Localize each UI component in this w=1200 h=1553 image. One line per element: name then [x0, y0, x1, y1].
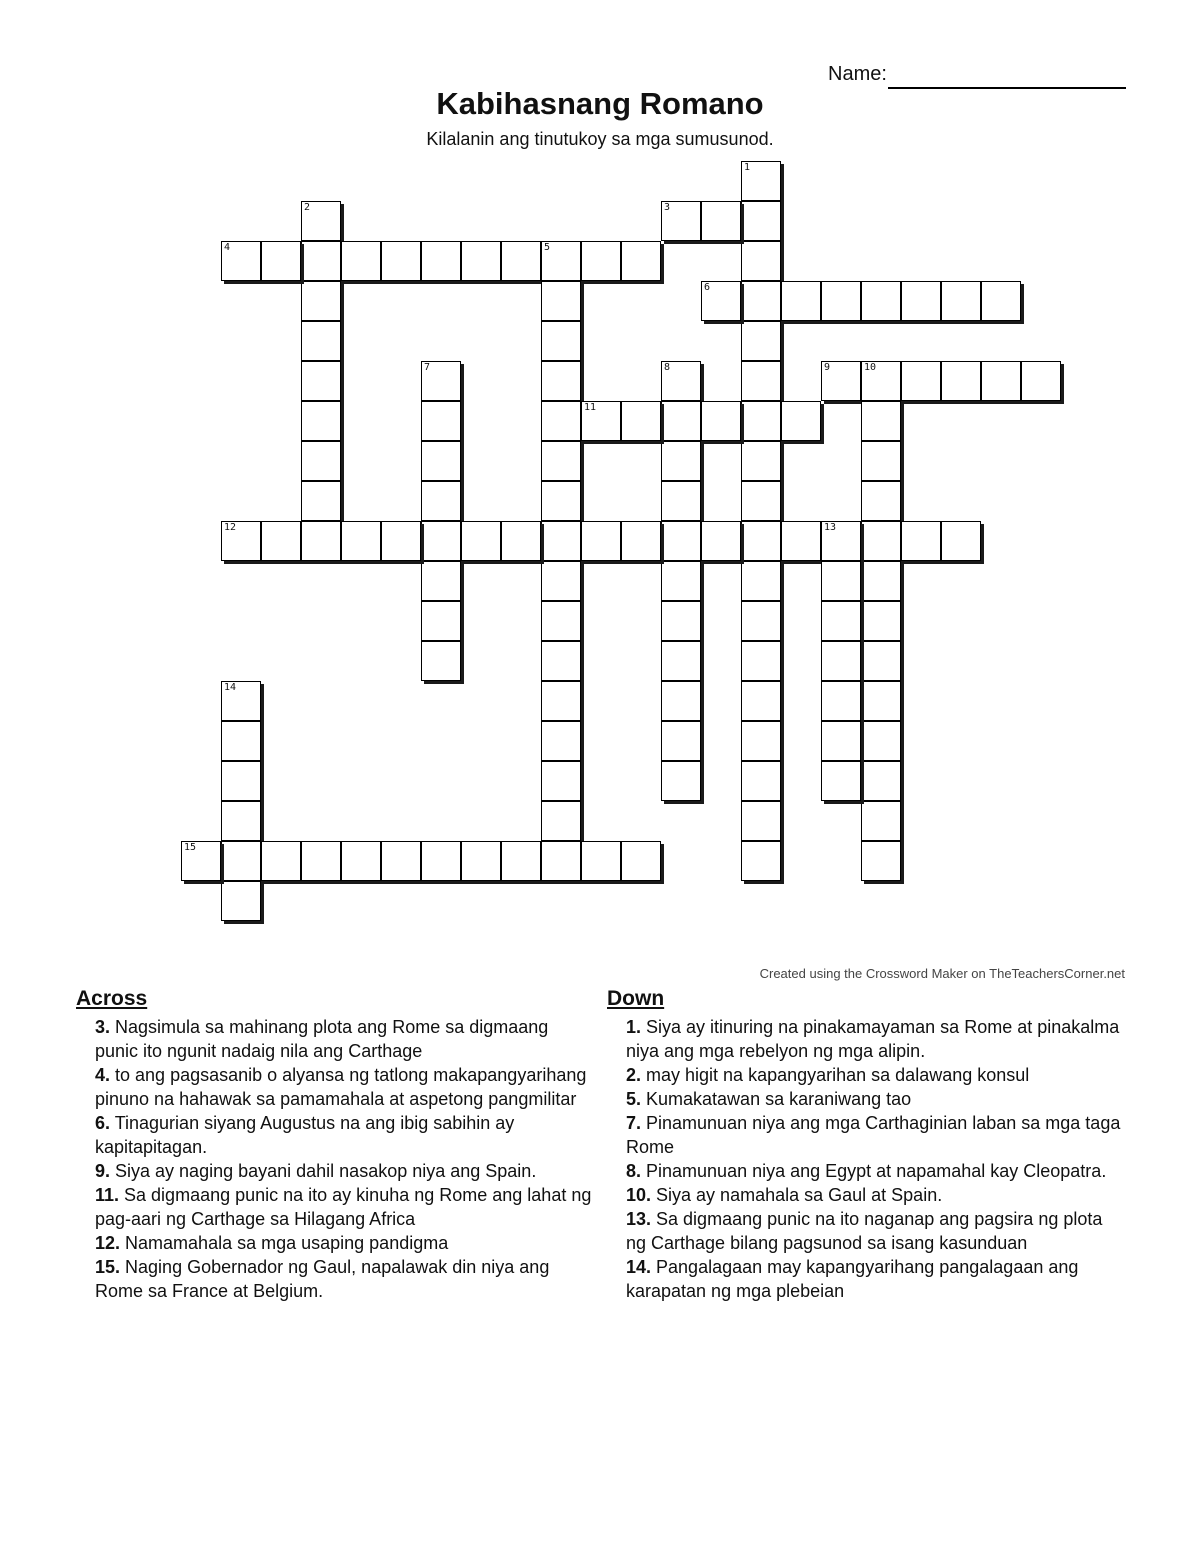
crossword-cell[interactable] [541, 721, 581, 761]
crossword-cell[interactable] [861, 721, 901, 761]
crossword-cell[interactable] [861, 801, 901, 841]
crossword-cell[interactable] [861, 841, 901, 881]
clue-item [76, 1063, 596, 1111]
clue-item-number: 10. [626, 1185, 652, 1205]
crossword-cell[interactable] [661, 481, 701, 521]
clue-item-text: Tinagurian siyang Augustus na ang ibig sabihin ay kapitapitagan. [95, 1113, 515, 1157]
crossword-cell[interactable] [741, 841, 781, 881]
crossword-cell[interactable] [301, 841, 341, 881]
clue-item [607, 1255, 1127, 1303]
clue-item-number: 3. [95, 1017, 111, 1037]
crossword-cell[interactable] [821, 761, 861, 801]
crossword-cell[interactable] [541, 681, 581, 721]
clue-item-number: 12. [95, 1233, 121, 1253]
crossword-cell[interactable] [741, 401, 781, 441]
crossword-cell[interactable] [741, 361, 781, 401]
clue-number: 10 [864, 362, 877, 373]
crossword-cell[interactable] [221, 241, 261, 281]
crossword-cell[interactable] [741, 281, 781, 321]
crossword-cell[interactable] [781, 281, 821, 321]
crossword-cell[interactable] [341, 841, 381, 881]
crossword-cell[interactable] [221, 881, 261, 921]
crossword-cell[interactable] [861, 761, 901, 801]
across-clue-list [76, 1015, 596, 1303]
down-heading: Down [607, 987, 665, 1010]
down-clue-list [607, 1015, 1127, 1303]
crossword-cell[interactable] [421, 361, 461, 401]
crossword-cell[interactable] [661, 361, 701, 401]
clue-item-number: 13. [626, 1209, 652, 1229]
clue-item-number: 15. [95, 1257, 121, 1277]
crossword-cell[interactable] [661, 761, 701, 801]
crossword-cell[interactable] [301, 321, 341, 361]
crossword-cell[interactable] [301, 281, 341, 321]
crossword-cell[interactable] [981, 361, 1021, 401]
clue-item-number: 4. [95, 1065, 111, 1085]
name-label: Name: [828, 63, 887, 85]
crossword-cell[interactable] [701, 201, 741, 241]
crossword-cell[interactable] [301, 401, 341, 441]
crossword-cell[interactable] [701, 401, 741, 441]
clue-item [76, 1159, 596, 1183]
clue-item-number: 11. [95, 1185, 120, 1205]
clue-number: 11 [584, 402, 597, 413]
crossword-cell[interactable] [541, 521, 581, 561]
crossword-cell[interactable] [701, 521, 741, 561]
crossword-cell[interactable] [741, 521, 781, 561]
clue-number: 1 [744, 162, 751, 173]
crossword-cell[interactable] [421, 601, 461, 641]
crossword-cell[interactable] [501, 241, 541, 281]
crossword-cell[interactable] [661, 641, 701, 681]
crossword-cell[interactable] [461, 521, 501, 561]
crossword-cell[interactable] [661, 561, 701, 601]
clue-number: 15 [184, 842, 197, 853]
crossword-cell[interactable] [741, 321, 781, 361]
crossword-cell[interactable] [821, 641, 861, 681]
crossword-cell[interactable] [621, 521, 661, 561]
crossword-cell[interactable] [221, 721, 261, 761]
crossword-cell[interactable] [301, 201, 341, 241]
crossword-cell[interactable] [981, 281, 1021, 321]
crossword-cell[interactable] [461, 241, 501, 281]
crossword-cell[interactable] [741, 441, 781, 481]
crossword-cell[interactable] [381, 241, 421, 281]
clue-item-text: Naging Gobernador ng Gaul, napalawak din niya ang Rome sa France at Belgium. [95, 1257, 550, 1301]
clue-item [607, 1015, 1127, 1063]
crossword-cell[interactable] [701, 281, 741, 321]
crossword-cell[interactable] [741, 561, 781, 601]
clue-item-number: 7. [626, 1113, 642, 1133]
crossword-cell[interactable] [821, 521, 861, 561]
crossword-cell[interactable] [541, 241, 581, 281]
crossword-cell[interactable] [1021, 361, 1061, 401]
clue-item-text: Nagsimula sa mahinang plota ang Rome sa digmaang punic ito ngunit nadaig nila ang Carthage [95, 1017, 549, 1061]
crossword-cell[interactable] [861, 521, 901, 561]
crossword-cell[interactable] [741, 481, 781, 521]
clue-item-number: 14. [626, 1257, 652, 1277]
crossword-cell[interactable] [741, 641, 781, 681]
crossword-cell[interactable] [421, 241, 461, 281]
clue-item [607, 1183, 1127, 1207]
clue-item-number: 1. [626, 1017, 642, 1037]
crossword-cell[interactable] [621, 241, 661, 281]
crossword-cell[interactable] [381, 841, 421, 881]
crossword-cell[interactable] [541, 561, 581, 601]
crossword-cell[interactable] [661, 681, 701, 721]
crossword-cell[interactable] [741, 241, 781, 281]
crossword-cell[interactable] [541, 321, 581, 361]
crossword-cell[interactable] [861, 681, 901, 721]
clue-item-number: 5. [626, 1089, 642, 1109]
crossword-cell[interactable] [941, 521, 981, 561]
clue-item [76, 1255, 596, 1303]
across-clues [76, 985, 596, 1303]
crossword-cell[interactable] [661, 401, 701, 441]
crossword-cell[interactable] [821, 561, 861, 601]
crossword-cell[interactable] [221, 681, 261, 721]
crossword-cell[interactable] [341, 241, 381, 281]
crossword-cell[interactable] [661, 201, 701, 241]
crossword-cell[interactable] [221, 841, 261, 881]
credit-line: Created using the Crossword Maker on TheTeachersCorner.net [759, 966, 1125, 981]
crossword-cell[interactable] [221, 761, 261, 801]
crossword-cell[interactable] [861, 281, 901, 321]
clue-item-text: Pinamunuan niya ang Egypt at napamahal kay Cleopatra. [641, 1161, 1107, 1181]
clue-number: 7 [424, 362, 431, 373]
crossword-cell[interactable] [901, 361, 941, 401]
crossword-cell[interactable] [621, 841, 661, 881]
crossword-cell[interactable] [541, 641, 581, 681]
clue-number: 14 [224, 682, 237, 693]
clue-item-text: Siya ay namahala sa Gaul at Spain. [651, 1185, 943, 1205]
clue-item [76, 1111, 596, 1159]
crossword-cell[interactable] [301, 441, 341, 481]
crossword-cell[interactable] [381, 521, 421, 561]
crossword-cell[interactable] [541, 281, 581, 321]
crossword-cell[interactable] [861, 441, 901, 481]
crossword-cell[interactable] [901, 281, 941, 321]
crossword-cell[interactable] [261, 241, 301, 281]
crossword-cell[interactable] [541, 481, 581, 521]
crossword-cell[interactable] [541, 441, 581, 481]
crossword-cell[interactable] [541, 401, 581, 441]
crossword-cell[interactable] [221, 521, 261, 561]
clue-item-text: to ang pagsasanib o alyansa ng tatlong makapangyarihang pinuno na hahawak sa pamamahala at aspetong pangmilitar [95, 1065, 587, 1109]
crossword-cell[interactable] [661, 601, 701, 641]
crossword-cell[interactable] [221, 801, 261, 841]
clue-item-text: Sa digmaang punic na ito ay kinuha ng Rome ang lahat ng pag-aari ng Carthage sa Hilagang Africa [95, 1185, 592, 1229]
crossword-cell[interactable] [661, 721, 701, 761]
clue-number: 9 [824, 362, 831, 373]
crossword-cell[interactable] [301, 241, 341, 281]
crossword-cell[interactable] [941, 361, 981, 401]
crossword-cell[interactable] [541, 361, 581, 401]
clue-item [76, 1183, 596, 1231]
clue-number: 2 [304, 202, 311, 213]
clue-item-text: may higit na kapangyarihan sa dalawang konsul [641, 1065, 1030, 1085]
down-clues [607, 985, 1127, 1303]
crossword-cell[interactable] [421, 841, 461, 881]
across-heading: Across [76, 987, 148, 1010]
crossword-cell[interactable] [501, 521, 541, 561]
clue-item-text: Pangalagaan may kapangyarihang pangalagaan ang karapatan ng mga plebeian [626, 1257, 1079, 1301]
crossword-cell[interactable] [941, 281, 981, 321]
crossword-cell[interactable] [741, 801, 781, 841]
page-title: Kabihasnang Romano [436, 86, 764, 121]
clue-item [76, 1015, 596, 1063]
crossword-cell[interactable] [461, 841, 501, 881]
crossword-cell[interactable] [341, 521, 381, 561]
crossword-cell[interactable] [541, 841, 581, 881]
crossword-cell[interactable] [261, 841, 301, 881]
clue-number: 3 [664, 202, 671, 213]
clue-item [607, 1207, 1127, 1255]
crossword-cell[interactable] [181, 841, 221, 881]
crossword-cell[interactable] [901, 521, 941, 561]
page-subtitle: Kilalanin ang tinutukoy sa mga sumusunod. [426, 129, 774, 149]
clue-number: 13 [824, 522, 837, 533]
crossword-cell[interactable] [821, 281, 861, 321]
crossword-cell[interactable] [581, 241, 621, 281]
crossword-cell[interactable] [821, 361, 861, 401]
crossword-cell[interactable] [741, 681, 781, 721]
clue-item-text: Namamahala sa mga usaping pandigma [120, 1233, 449, 1253]
crossword-cell[interactable] [421, 561, 461, 601]
clue-number: 8 [664, 362, 671, 373]
clue-item-text: Pinamunuan niya ang mga Carthaginian laban sa mga taga Rome [626, 1113, 1121, 1157]
crossword-cell[interactable] [421, 401, 461, 441]
crossword-cell[interactable] [821, 601, 861, 641]
crossword-cell[interactable] [301, 481, 341, 521]
clue-item-number: 8. [626, 1161, 642, 1181]
crossword-cell[interactable] [861, 481, 901, 521]
crossword-cell[interactable] [581, 401, 621, 441]
clue-item-number: 6. [95, 1113, 111, 1133]
crossword-cell[interactable] [581, 841, 621, 881]
crossword-cell[interactable] [821, 721, 861, 761]
crossword-cell[interactable] [741, 761, 781, 801]
clue-item [607, 1111, 1127, 1159]
clue-item-text: Siya ay itinuring na pinakamayaman sa Rome at pinakalma niya ang mga rebelyon ng mga alipin. [626, 1017, 1120, 1061]
crossword-cell[interactable] [261, 521, 301, 561]
crossword-cell[interactable] [661, 441, 701, 481]
clue-number: 6 [704, 282, 711, 293]
crossword-cell[interactable] [821, 681, 861, 721]
crossword-cell[interactable] [661, 521, 701, 561]
crossword-cell[interactable] [301, 361, 341, 401]
crossword-cell[interactable] [421, 441, 461, 481]
clue-item-text: Kumakatawan sa karaniwang tao [641, 1089, 912, 1109]
clue-number: 12 [224, 522, 237, 533]
clue-item [607, 1087, 1127, 1111]
crossword-cell[interactable] [861, 361, 901, 401]
crossword-cell[interactable] [781, 401, 821, 441]
crossword-cell[interactable] [741, 721, 781, 761]
crossword-cell[interactable] [741, 201, 781, 241]
clue-item-text: Siya ay naging bayani dahil nasakop niya ang Spain. [110, 1161, 537, 1181]
crossword-cell[interactable] [861, 641, 901, 681]
clue-number: 4 [224, 242, 231, 253]
crossword-cell[interactable] [541, 601, 581, 641]
clue-item [76, 1231, 596, 1255]
clue-number: 5 [544, 242, 551, 253]
clue-item [607, 1159, 1127, 1183]
crossword-cell[interactable] [541, 801, 581, 841]
crossword-cell[interactable] [781, 521, 821, 561]
crossword-cell[interactable] [501, 841, 541, 881]
crossword-cell[interactable] [421, 521, 461, 561]
crossword-cell[interactable] [581, 521, 621, 561]
crossword-cell[interactable] [861, 601, 901, 641]
crossword-cell[interactable] [741, 161, 781, 201]
clue-item [607, 1063, 1127, 1087]
crossword-cell[interactable] [861, 401, 901, 441]
crossword-cell[interactable] [741, 601, 781, 641]
clue-item-text: Sa digmaang punic na ito naganap ang pagsira ng plota ng Carthage bilang pagsunod sa isang kasunduan [626, 1209, 1103, 1253]
crossword-cell[interactable] [861, 561, 901, 601]
crossword-cell[interactable] [621, 401, 661, 441]
clue-item-number: 2. [626, 1065, 642, 1085]
crossword-cell[interactable] [421, 641, 461, 681]
clue-item-number: 9. [95, 1161, 111, 1181]
crossword-cell[interactable] [301, 521, 341, 561]
crossword-cell[interactable] [421, 481, 461, 521]
crossword-cell[interactable] [541, 761, 581, 801]
